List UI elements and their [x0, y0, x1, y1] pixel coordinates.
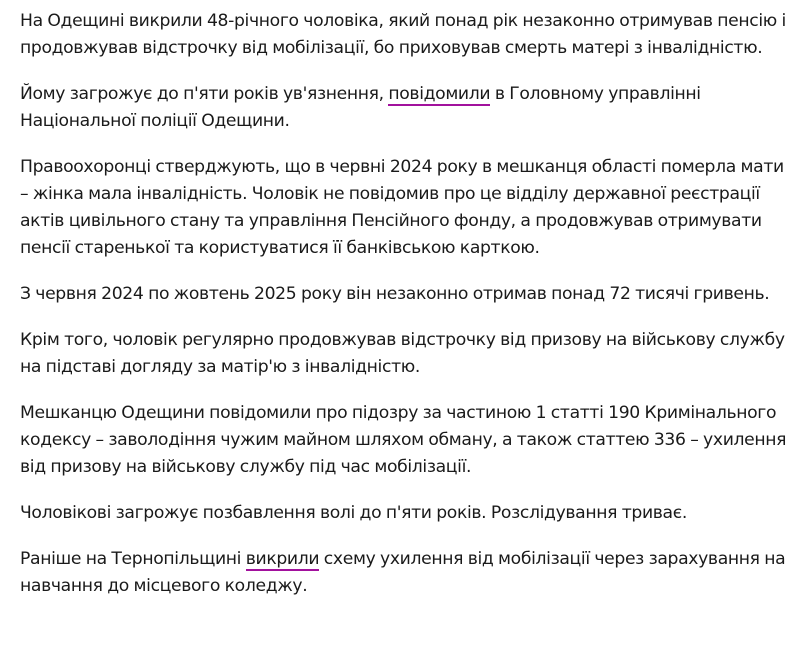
paragraph-source: [20, 81, 790, 135]
paragraph-details: Правоохоронці стверджують, що в червні 2024 року в мешканця області померла мати – жінка мала інвалідність. Чоловік не повідомив про це відділу державної реєстрації актів цивільного стану та управління Пенсійного фонду, а продовжував отримувати пенсії старенької та користуватися її банківською карткою.: [20, 157, 784, 258]
paragraph-charges: Мешканцю Одещини повідомили про підозру за частиною 1 статті 190 Кримінального кодексу – заволодіння чужим майном шляхом обману, а також статтею 336 – ухилення від призову на військову службу під час мобілізації.: [20, 403, 787, 477]
paragraph-lead: На Одещині викрили 48-річного чоловіка, який понад рік незаконно отримував пенсію і продовжував відстрочку від мобілізації, бо приховував смерть матері з інвалідністю.: [20, 11, 786, 58]
paragraph-deferment: Крім того, чоловік регулярно продовжував відстрочку від призову на військову службу на підставі догляду за матір'ю з інвалідністю.: [20, 330, 785, 377]
paragraph-text-after-link: в Головному управлінні Національної поліції Одещини.: [20, 84, 701, 131]
paragraph-related: [20, 546, 790, 600]
paragraph-text-before-link: Раніше на Тернопільщині: [20, 549, 246, 569]
paragraph-text-before-link: Йому загрожує до п'яти років ув'язнення,: [20, 84, 389, 104]
paragraph-amount: З червня 2024 по жовтень 2025 року він незаконно отримав понад 72 тисячі гривень.: [20, 284, 770, 304]
paragraph-text-after-link: схему ухилення від мобілізації через зарахування на навчання до місцевого коледжу.: [20, 549, 786, 596]
source-link[interactable]: повідомили: [388, 84, 491, 104]
paragraph-penalty: Чоловікові загрожує позбавлення волі до п'яти років. Розслідування триває.: [20, 503, 687, 523]
related-story-link[interactable]: викрили: [245, 549, 320, 569]
